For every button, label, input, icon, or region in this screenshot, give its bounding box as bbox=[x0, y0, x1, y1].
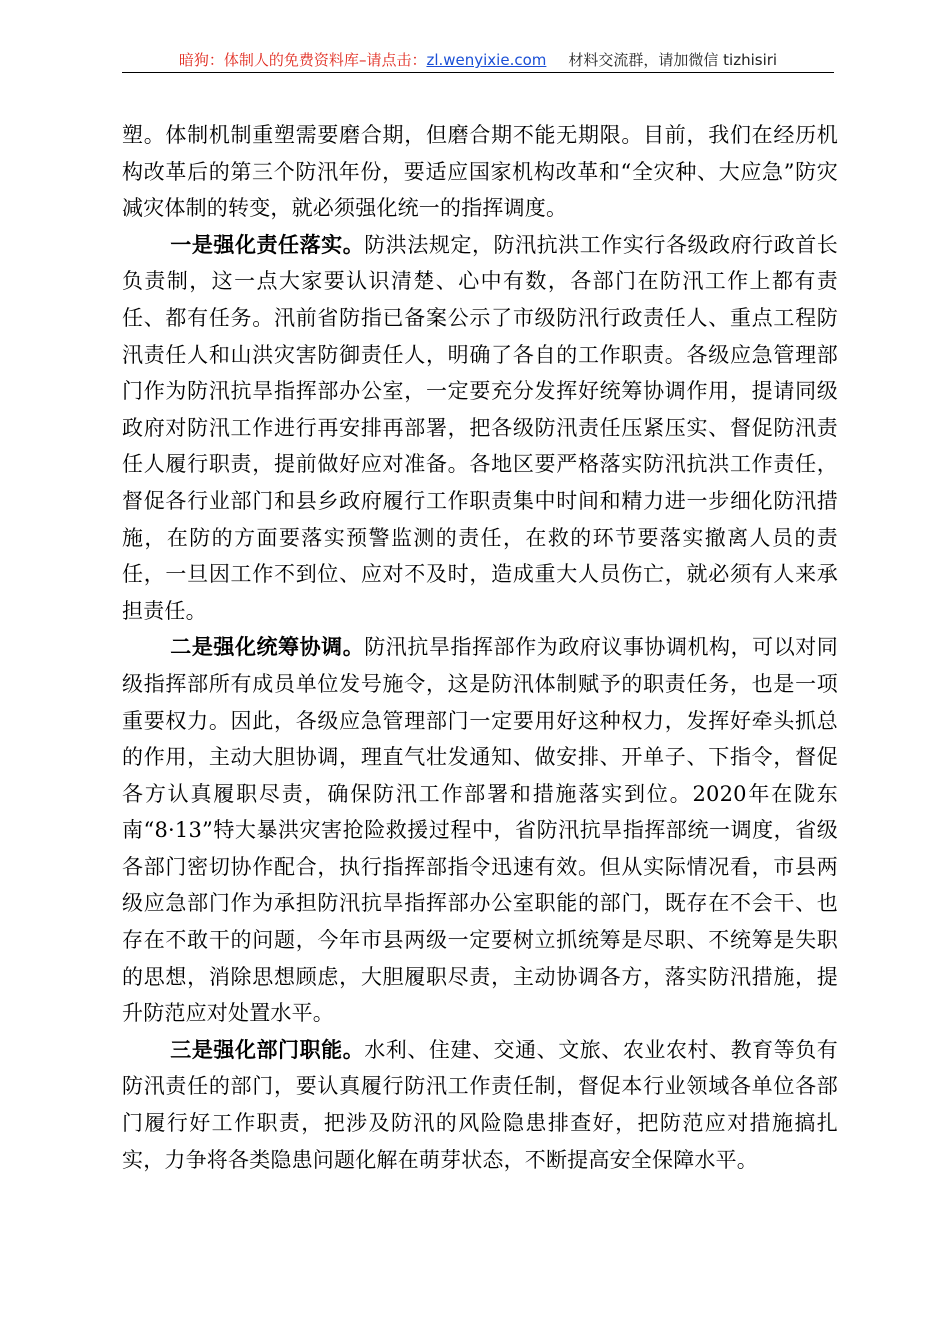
paragraph-text: 防洪法规定，防汛抗洪工作实行各级政府行政首长负责制，这一点大家要认识清楚、心中有数，各部门在防汛工作上都有责任、都有任务。汛前省防指已备案公示了市级防汛行政责任人、重点工程防汛责任人和山洪灾害防御责任人，明确了各自的工作职责。各级应急管理部门作为防汛抗旱指挥部办公室，一定要充分发挥好统筹协调作用，提请同级政府对防汛工作进行再安排再部署，把各级防汛责任压紧压实、督促防汛责任人履行职责，提前做好应对准备。各地区要严格落实防汛抗洪工作责任，督促各行业部门和县乡政府履行工作职责集中时间和精力进一步细化防汛措施，在防的方面要落实预警监测的责任，在救的环节要落实撤离人员的责任，一旦因工作不到位、应对不及时，造成重大人员伤亡，就必须有人来承担责任。 bbox=[122, 232, 838, 623]
paragraph-lead: 二是强化统筹协调。 bbox=[170, 634, 365, 660]
paragraph-text: 水利、住建、交通、文旅、农业农村、教育等负有防汛责任的部门，要认真履行防汛工作责任制，督促本行业领域各单位各部门履行好工作职责，把涉及防汛的风险隐患排查好，把防范应对措施搞扎实，力争将各类隐患问题化解在萌芽状态，不断提高安全保障水平。 bbox=[122, 1037, 838, 1172]
header-divider bbox=[122, 72, 834, 73]
paragraph-lead: 一是强化责任落实。 bbox=[170, 231, 365, 257]
paragraph-text: 塑。体制机制重塑需要磨合期，但磨合期不能无期限。目前，我们在经历机构改革后的第三个防汛年份，要适应国家机构改革和“全灾种、大应急”防灾减灾体制的转变，就必须强化统一的指挥调度。 bbox=[122, 123, 838, 221]
paragraph-text: 防汛抗旱指挥部作为政府议事协调机构，可以对同级指挥部所有成员单位发号施令，这是防汛体制赋予的职责任务，也是一项重要权力。因此，各级应急管理部门一定要用好这种权力，发挥好牵头抓总的作用，主动大胆协调，理直气壮发通知、做安排、开单子、下指令，督促各方认真履职尽责，确保防汛工作部署和措施落实到位。2020年在陇东南“8·13”特大暴洪灾害抢险救援过程中，省防汛抗旱指挥部统一调度，省级各部门密切协作配合，执行指挥部指令迅速有效。但从实际情况看，市县两级应急部门作为承担防汛抗旱指挥部办公室职能的部门，既存在不会干、也存在不敢干的问题，今年市县两级一定要树立抓统筹是尽职、不统筹是失职的思想，消除思想顾虑，大胆履职尽责，主动协调各方，落实防汛措施，提升防范应对处置水平。 bbox=[122, 635, 838, 1026]
header-brand: 暗狗：体制人的免费资料库 bbox=[178, 51, 359, 69]
paragraph-continuation bbox=[122, 117, 838, 227]
paragraph-coordination bbox=[122, 629, 838, 1032]
header-link[interactable]: zl.wenyixie.com bbox=[426, 51, 547, 69]
document-body bbox=[122, 117, 838, 1178]
paragraph-department-functions bbox=[122, 1032, 838, 1178]
paragraph-responsibility bbox=[122, 227, 838, 630]
paragraph-lead: 三是强化部门职能。 bbox=[170, 1036, 365, 1062]
page-header bbox=[122, 48, 834, 72]
header-group-note: 材料交流群，请加微信 tizhisiri bbox=[568, 51, 778, 69]
header-prompt: –请点击： bbox=[358, 51, 427, 69]
